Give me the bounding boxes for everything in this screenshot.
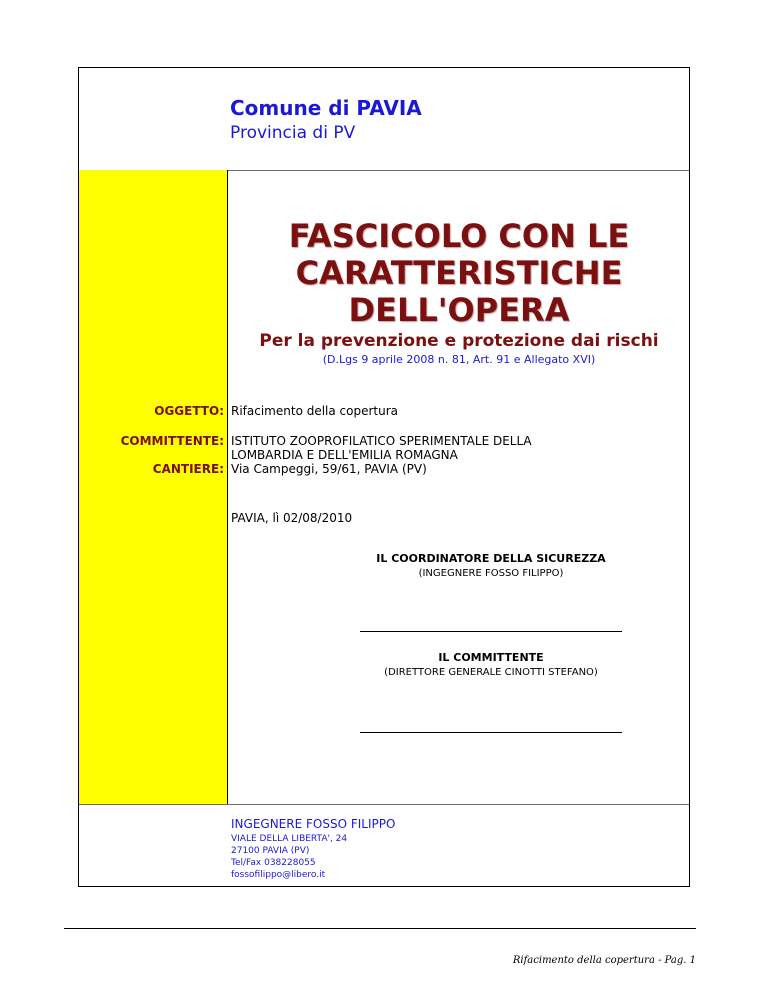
client-title: IL COMMITTENTE <box>438 651 544 664</box>
oggetto-label: OGGETTO: <box>154 404 224 418</box>
engineer-phone: Tel/Fax 038228055 <box>231 858 316 868</box>
oggetto-value: Rifacimento della copertura <box>231 404 399 418</box>
comune-title: Comune di PAVIA <box>230 96 422 120</box>
cantiere-label: CANTIERE: <box>152 462 224 476</box>
document-subtitle: Per la prevenzione e protezione dai rischi <box>259 331 659 351</box>
yellow-side-strip <box>79 170 228 804</box>
title-line-2: CARATTERISTICHE <box>295 254 623 292</box>
page-footer-rule <box>64 928 696 929</box>
provincia-subtitle: Provincia di PV <box>230 123 356 143</box>
header-band <box>79 68 689 171</box>
document-frame <box>78 67 690 887</box>
title-line-3: DELL'OPERA <box>348 291 570 329</box>
title-line-1: FASCICOLO CON LE <box>288 217 630 255</box>
engineer-city: 27100 PAVIA (PV) <box>231 846 310 856</box>
client-signature-line <box>360 732 622 733</box>
committente-label: COMMITTENTE: <box>120 434 224 448</box>
cantiere-value: Via Campeggi, 59/61, PAVIA (PV) <box>231 462 427 476</box>
page-footer-text: Rifacimento della copertura - Pag. 1 <box>512 955 696 966</box>
coordinator-signature-line <box>360 631 622 632</box>
engineer-email: fossofilippo@libero.it <box>231 870 326 880</box>
coordinator-title: IL COORDINATORE DELLA SICUREZZA <box>376 552 606 565</box>
coordinator-name: (INGEGNERE FOSSO FILIPPO) <box>418 568 564 579</box>
engineer-address: VIALE DELLA LIBERTA', 24 <box>231 834 348 844</box>
client-name: (DIRETTORE GENERALE CINOTTI STEFANO) <box>384 667 598 678</box>
place-date: PAVIA, lì 02/08/2010 <box>231 511 353 525</box>
document-title <box>227 218 691 329</box>
engineer-name: INGEGNERE FOSSO FILIPPO <box>231 817 396 831</box>
committente-value: ISTITUTO ZOOPROFILATICO SPERIMENTALE DELLA LOMBARDIA E DELL'EMILIA ROMAGNA <box>231 434 532 462</box>
law-reference: (D.Lgs 9 aprile 2008 n. 81, Art. 91 e Allegato XVI) <box>322 353 596 366</box>
